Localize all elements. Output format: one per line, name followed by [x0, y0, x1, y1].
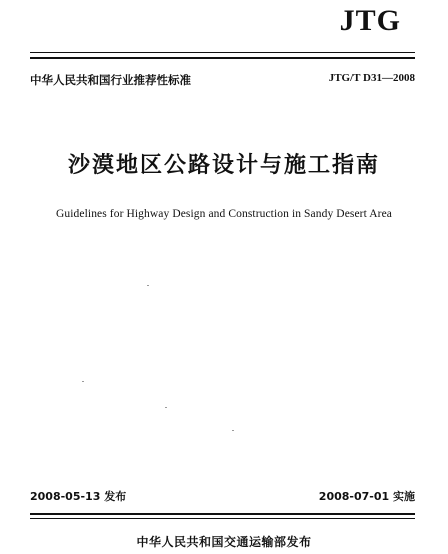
jtg-logo: JTG [339, 4, 401, 37]
scan-speck [147, 285, 149, 286]
issue-date: 2008-05-13 发布 [30, 490, 127, 503]
implementation-date: 2008-07-01 实施 [318, 490, 415, 503]
title-english: Guidelines for Highway Design and Construction in Sandy Desert Area [56, 208, 392, 220]
top-rule-thick [30, 57, 415, 59]
standard-code: JTG/T D31—2008 [328, 72, 415, 84]
publisher: 中华人民共和国交通运输部发布 [136, 535, 312, 549]
standard-category: 中华人民共和国行业推荐性标准 [30, 73, 191, 87]
top-rule-thin [30, 52, 415, 53]
bottom-rule-thin [30, 518, 415, 519]
title-chinese: 沙漠地区公路设计与施工指南 [67, 153, 380, 178]
scan-speck [82, 381, 84, 382]
scan-speck [232, 430, 234, 431]
bottom-rule-thick [30, 513, 415, 515]
scan-speck [165, 407, 167, 408]
